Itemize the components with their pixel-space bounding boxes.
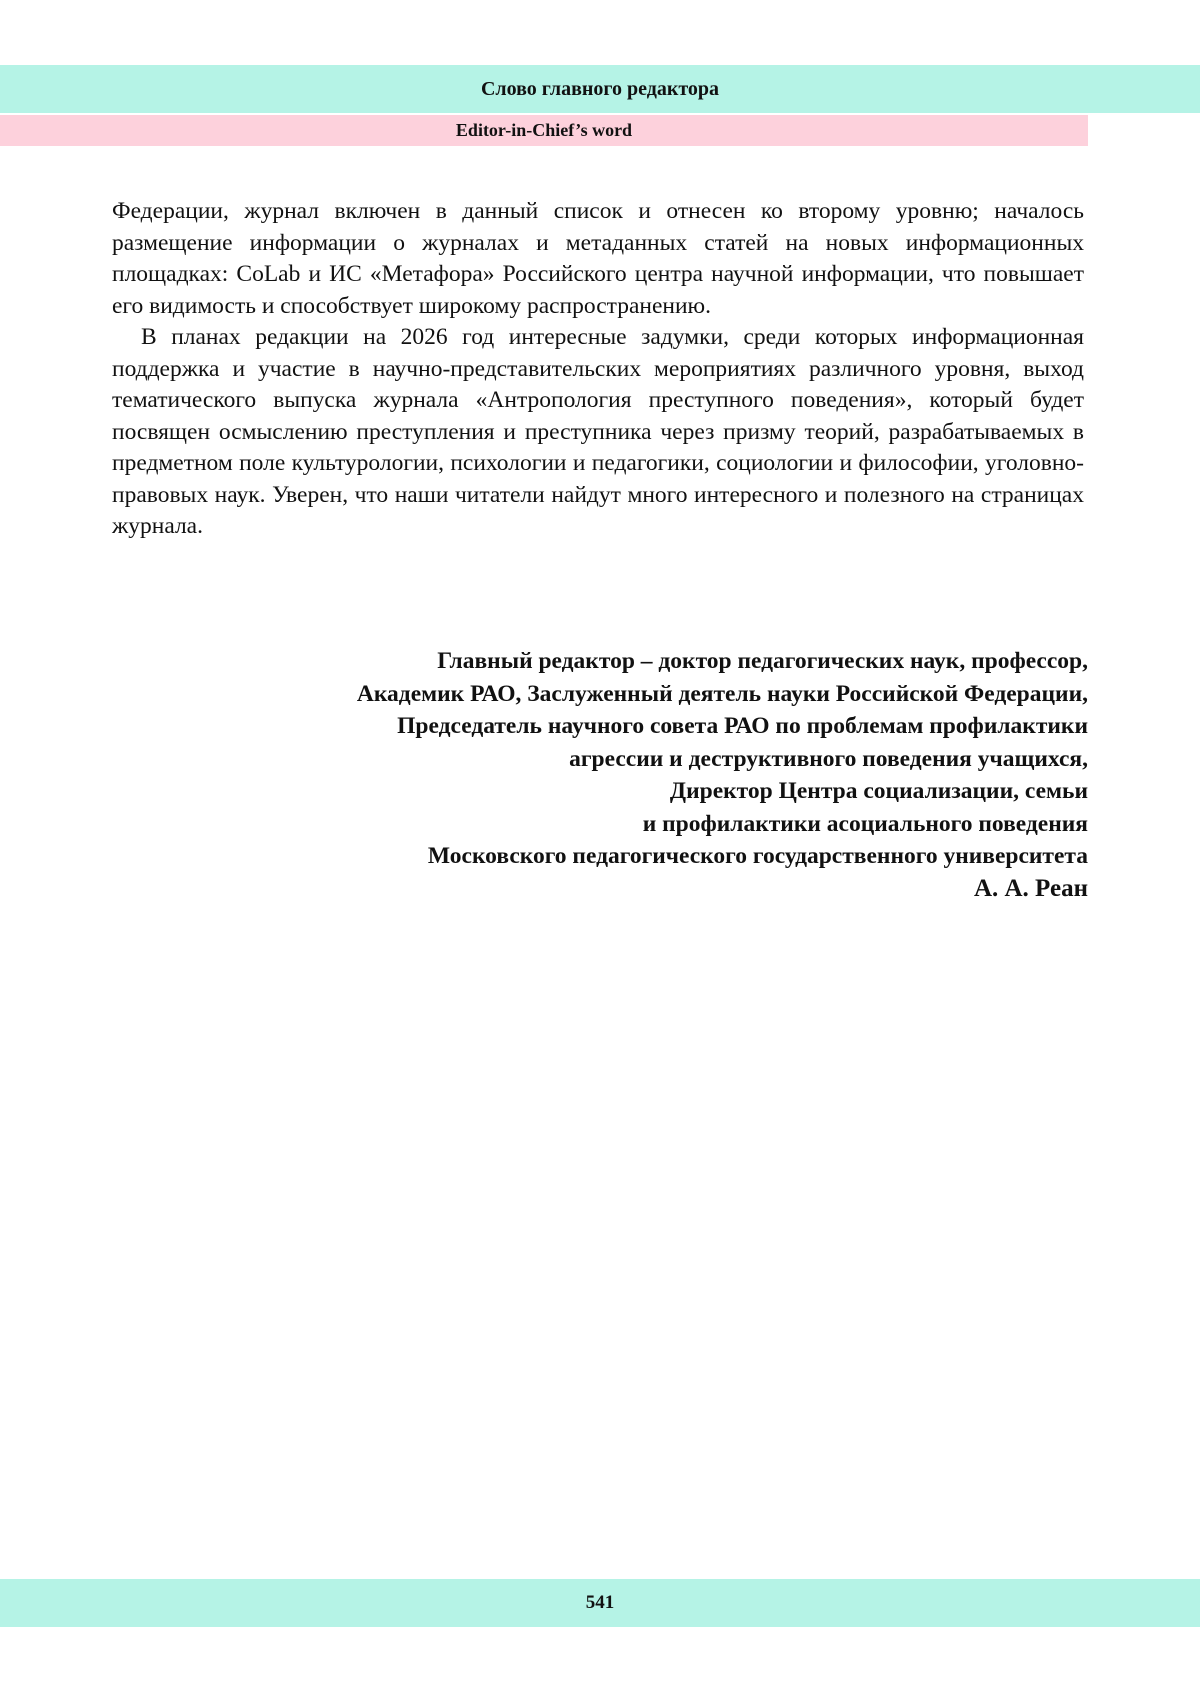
signature-line-1: Главный редактор – доктор педагогических наук, профессор, [437,648,1088,674]
editor-name: А. А. Реан [973,874,1088,902]
body-paragraph-2: В планах редакции на 2026 год интересные задумки, среди которых информационная поддержка и участие в научно-представительских мероприятиях различного уровня, выход тематического выпуска журнала «Антропология преступного поведения», который будет посвящен осмыслению преступления и преступника через призму теорий, разрабатываемых в предметном поле культурологии, психологии и педагогики, социологии и философии, уголовно-правовых наук. Уверен, что наши читатели найдут много интересного и полезного на страницах журнала. [112,324,1084,539]
page-number: 541 [585,1592,615,1613]
body-paragraph-1: Федерации, журнал включен в данный список и отнесен ко второму уровню; началось размещение информации о журналах и метаданных статей на новых информационных площадках: CoLab и ИС «Метафора» Российского центра научной информации, что повышает его видимость и способствует широкому распространению. [112,198,1084,319]
section-title-english: Editor-in-Chief’s word [455,120,633,140]
header-band-russian [0,65,1200,113]
signature-line-7: Московского педагогического государственного университета [427,843,1088,869]
section-title-russian: Слово главного редактора [480,77,720,100]
header-band-english [0,115,1088,146]
signature-line-4: агрессии и деструктивного поведения учащихся, [569,745,1088,772]
signature-line-3: Председатель научного совета РАО по проблемам профилактики [397,713,1088,739]
footer-band [0,1579,1200,1627]
editor-signature [108,645,1088,905]
signature-line-5: Директор Центра социализации, семьи [669,778,1088,804]
article-body [112,196,1084,543]
signature-line-6: и профилактики асоциального поведения [642,810,1088,837]
signature-line-2: Академик РАО, Заслуженный деятель науки Российской Федерации, [356,680,1088,707]
